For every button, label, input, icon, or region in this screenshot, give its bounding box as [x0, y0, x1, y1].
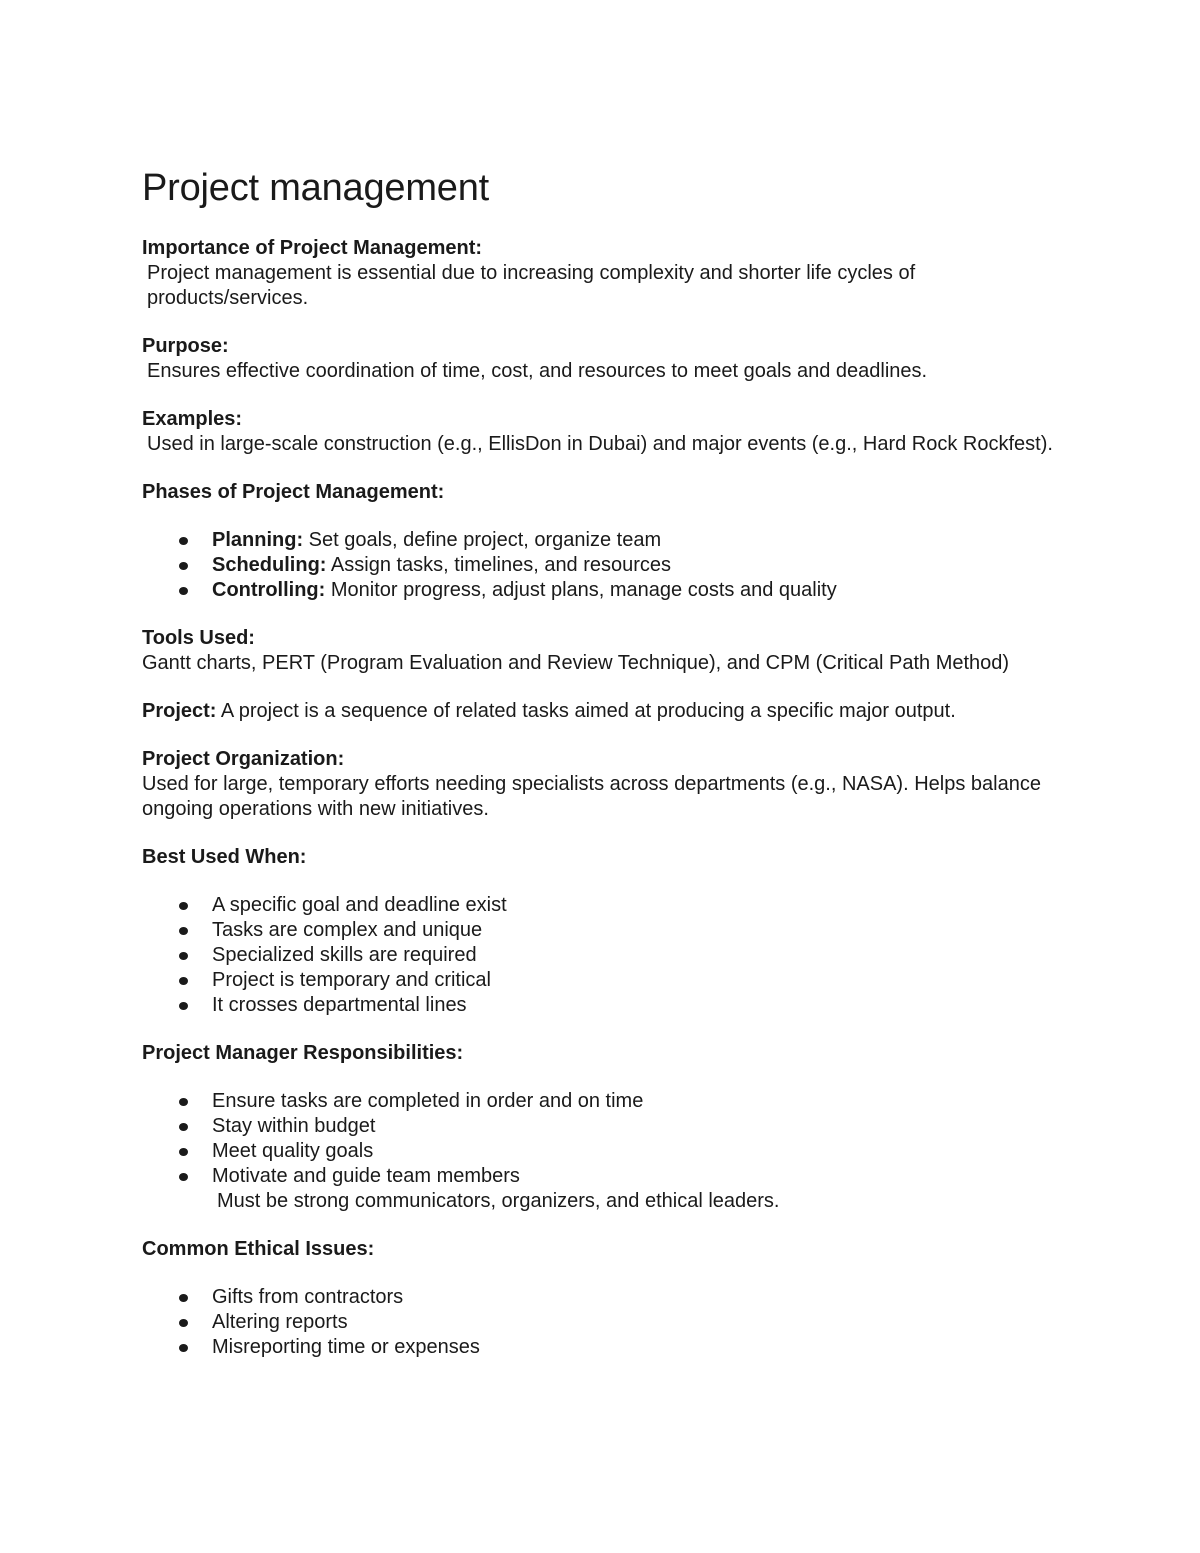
responsibilities-list [142, 1089, 1062, 1189]
bullet-icon [179, 1148, 188, 1156]
responsibilities-note: Must be strong communicators, organizers, and ethical leaders. [217, 1190, 780, 1212]
list-item [142, 1310, 1062, 1335]
bullet-icon [179, 1294, 188, 1302]
list-item-text: A specific goal and deadline exist [212, 894, 507, 916]
list-item-text: It crosses departmental lines [212, 994, 467, 1016]
importance-section [142, 236, 1062, 311]
bullet-icon [179, 952, 188, 960]
phases-list [142, 528, 1062, 603]
bullet-icon [179, 902, 188, 910]
bullet-icon [179, 562, 188, 570]
ethics-section [142, 1237, 1062, 1360]
importance-heading: Importance of Project Management: [142, 237, 483, 259]
organization-section [142, 747, 1062, 822]
bullet-icon [179, 537, 188, 545]
list-item-text: Motivate and guide team members [212, 1165, 520, 1187]
list-item-text: Altering reports [212, 1311, 348, 1333]
phase-label: Controlling: [212, 579, 326, 601]
page-title: Project management [142, 167, 490, 209]
importance-text: Project management is essential due to increasing complexity and shorter life cycles of products/services. [147, 262, 916, 309]
document-page [142, 166, 1062, 1383]
ethics-heading: Common Ethical Issues: [142, 1238, 375, 1260]
list-item [142, 1164, 1062, 1189]
list-item [142, 968, 1062, 993]
responsibilities-heading: Project Manager Responsibilities: [142, 1042, 464, 1064]
phase-text: Assign tasks, timelines, and resources [326, 554, 672, 576]
bullet-icon [179, 977, 188, 985]
bullet-icon [179, 1344, 188, 1352]
list-item [142, 918, 1062, 943]
phase-label: Planning: [212, 529, 304, 551]
list-item-text: Misreporting time or expenses [212, 1336, 480, 1358]
bullet-icon [179, 1173, 188, 1181]
examples-text: Used in large-scale construction (e.g., EllisDon in Dubai) and major events (e.g., Hard Rock Rockfest). [147, 433, 1053, 455]
responsibilities-section [142, 1041, 1062, 1214]
best-used-heading: Best Used When: [142, 846, 307, 868]
phase-text: Set goals, define project, organize team [303, 529, 662, 551]
bullet-icon [179, 1002, 188, 1010]
best-used-list [142, 893, 1062, 1018]
list-item-text: Gifts from contractors [212, 1286, 404, 1308]
purpose-section [142, 334, 1062, 384]
tools-section [142, 626, 1062, 676]
phases-section [142, 480, 1062, 603]
bullet-icon [179, 587, 188, 595]
ethics-list [142, 1285, 1062, 1360]
list-item-text: Stay within budget [212, 1115, 376, 1137]
tools-text: Gantt charts, PERT (Program Evaluation and Review Technique), and CPM (Critical Path Method) [142, 652, 1010, 674]
list-item-text: Meet quality goals [212, 1140, 374, 1162]
list-item [142, 943, 1062, 968]
project-section [142, 699, 1062, 724]
organization-text: Used for large, temporary efforts needing specialists across departments (e.g., NASA). Helps balance ongoing operations with new initiatives. [142, 773, 1041, 820]
project-text: A project is a sequence of related tasks aimed at producing a specific major output. [216, 700, 956, 722]
list-item [142, 578, 1062, 603]
bullet-icon [179, 1319, 188, 1327]
tools-heading: Tools Used: [142, 627, 255, 649]
list-item-text: Specialized skills are required [212, 944, 477, 966]
best-used-section [142, 845, 1062, 1018]
list-item [142, 1335, 1062, 1360]
organization-heading: Project Organization: [142, 748, 345, 770]
examples-heading: Examples: [142, 408, 243, 430]
list-item [142, 893, 1062, 918]
list-item [142, 1285, 1062, 1310]
list-item-text: Tasks are complex and unique [212, 919, 483, 941]
bullet-icon [179, 927, 188, 935]
list-item [142, 1089, 1062, 1114]
project-label: Project: [142, 700, 217, 722]
examples-section [142, 407, 1062, 457]
list-item [142, 1139, 1062, 1164]
phases-heading: Phases of Project Management: [142, 481, 445, 503]
list-item [142, 993, 1062, 1018]
phase-label: Scheduling: [212, 554, 327, 576]
list-item [142, 1114, 1062, 1139]
bullet-icon [179, 1123, 188, 1131]
phase-text: Monitor progress, adjust plans, manage costs and quality [325, 579, 837, 601]
bullet-icon [179, 1098, 188, 1106]
list-item-text: Project is temporary and critical [212, 969, 491, 991]
list-item-text: Ensure tasks are completed in order and on time [212, 1090, 644, 1112]
list-item [142, 553, 1062, 578]
purpose-heading: Purpose: [142, 335, 229, 357]
list-item [142, 528, 1062, 553]
purpose-text: Ensures effective coordination of time, cost, and resources to meet goals and deadlines. [147, 360, 928, 382]
